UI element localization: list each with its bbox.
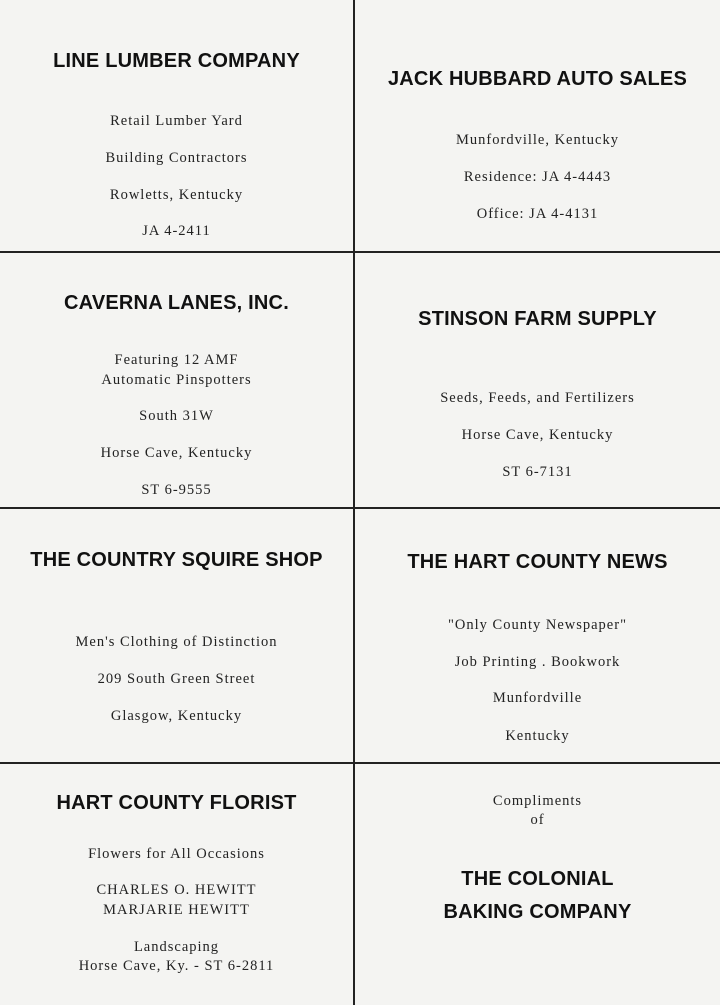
- ad-line-lumber-company: [0, 0, 353, 251]
- ad-text-line: Horse Cave, Kentucky: [461, 427, 614, 443]
- ad-text-line: Featuring 12 AMF: [114, 352, 239, 368]
- ad-text-line: Retail Lumber Yard: [110, 113, 243, 129]
- owner-name: MARJARIE HEWITT: [103, 902, 250, 918]
- ad-text-line: Rowletts, Kentucky: [109, 187, 244, 203]
- phone-number: Residence: JA 4-4443: [463, 169, 612, 185]
- ad-caverna-lanes: [0, 253, 353, 507]
- ad-hart-county-florist: [0, 764, 353, 1005]
- compliments-text: of: [530, 812, 545, 828]
- company-name: THE COUNTRY SQUIRE SHOP: [30, 549, 323, 571]
- ad-colonial-baking-company: [355, 764, 720, 1005]
- compliments-text: Compliments: [492, 793, 583, 809]
- owner-name: CHARLES O. HEWITT: [96, 882, 257, 898]
- ad-text-line: Munfordville: [492, 690, 583, 706]
- company-name: BAKING COMPANY: [443, 901, 632, 923]
- phone-number: ST 6-9555: [141, 482, 212, 498]
- ad-text-line: Job Printing . Bookwork: [454, 654, 621, 670]
- ad-country-squire-shop: [0, 509, 353, 762]
- company-name: STINSON FARM SUPPLY: [418, 308, 657, 330]
- phone-number: Office: JA 4-4131: [476, 206, 599, 222]
- company-name: THE COLONIAL: [461, 868, 614, 890]
- ad-text-line: Munfordville, Kentucky: [456, 132, 619, 148]
- ad-text-line: Glasgow, Kentucky: [110, 708, 243, 724]
- ad-text-line: Landscaping: [133, 939, 220, 955]
- ad-stinson-farm-supply: [355, 253, 720, 507]
- ad-text-line: Flowers for All Occasions: [88, 846, 265, 862]
- ad-jack-hubbard-auto-sales: [355, 0, 720, 251]
- ad-text-line: Automatic Pinspotters: [101, 372, 252, 388]
- company-name: CAVERNA LANES, INC.: [64, 292, 289, 314]
- company-name: JACK HUBBARD AUTO SALES: [387, 68, 688, 90]
- ad-hart-county-news: [355, 509, 720, 762]
- ad-text-line: Men's Clothing of Distinction: [75, 634, 278, 650]
- phone-number: ST 6-7131: [502, 464, 573, 480]
- ad-text-line: "Only County Newspaper": [447, 617, 627, 633]
- company-name: LINE LUMBER COMPANY: [53, 50, 300, 72]
- company-name: HART COUNTY FLORIST: [56, 792, 297, 814]
- ad-text-line: Building Contractors: [105, 150, 248, 166]
- phone-number: Horse Cave, Ky. - ST 6-2811: [78, 958, 275, 974]
- company-name: THE HART COUNTY NEWS: [407, 551, 668, 573]
- phone-number: JA 4-2411: [142, 223, 211, 239]
- ad-text-line: Kentucky: [505, 728, 570, 744]
- ad-text-line: Seeds, Feeds, and Fertilizers: [440, 390, 635, 406]
- ad-text-line: South 31W: [139, 408, 214, 424]
- ad-text-line: 209 South Green Street: [97, 671, 256, 687]
- ad-text-line: Horse Cave, Kentucky: [100, 445, 253, 461]
